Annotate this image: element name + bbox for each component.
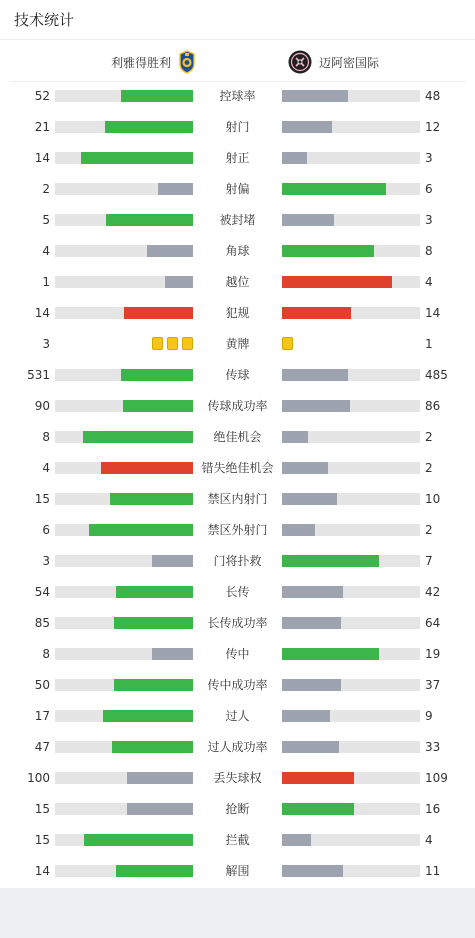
away-value: 2 xyxy=(425,523,433,537)
home-bar-track xyxy=(55,834,193,846)
away-bar-fill xyxy=(282,493,337,505)
stat-label: 长传 xyxy=(225,585,250,599)
away-bar-fill xyxy=(282,431,308,443)
home-value: 85 xyxy=(34,616,50,630)
away-bar-track xyxy=(282,524,420,536)
home-bar-fill xyxy=(158,183,193,195)
stat-label: 控球率 xyxy=(219,89,256,103)
away-bar-track xyxy=(282,679,420,691)
stat-row xyxy=(0,267,475,298)
home-bar-track xyxy=(55,462,193,474)
away-bar-track xyxy=(282,214,420,226)
home-team-header[interactable] xyxy=(0,50,196,74)
yellow-card-icon xyxy=(282,337,293,350)
away-value: 86 xyxy=(425,399,441,413)
away-bar-track xyxy=(282,834,420,846)
stats-list xyxy=(0,81,475,887)
home-bar-track xyxy=(55,493,193,505)
away-bar-fill xyxy=(282,865,343,877)
stat-label: 角球 xyxy=(225,244,250,258)
yellow-card-icon xyxy=(182,337,193,350)
stat-label: 长传成功率 xyxy=(207,616,268,630)
home-value: 5 xyxy=(42,213,50,227)
home-value: 15 xyxy=(34,802,50,816)
home-bar-fill xyxy=(83,431,193,443)
stat-label: 过人成功率 xyxy=(207,740,268,754)
away-bar-fill xyxy=(282,214,334,226)
away-value: 6 xyxy=(425,182,433,196)
away-bar-fill xyxy=(282,586,343,598)
home-bar-track xyxy=(55,245,193,257)
home-bar-fill xyxy=(152,648,193,660)
home-value: 14 xyxy=(34,151,50,165)
home-bar-track xyxy=(55,648,193,660)
stat-row xyxy=(0,856,475,887)
away-bar-track xyxy=(282,648,420,660)
home-bar-track xyxy=(55,276,193,288)
stat-label: 射门 xyxy=(225,120,250,134)
away-value: 4 xyxy=(425,833,433,847)
home-bar-track xyxy=(55,400,193,412)
stat-row xyxy=(0,143,475,174)
stat-row xyxy=(0,515,475,546)
away-bar-track xyxy=(282,400,420,412)
stat-row xyxy=(0,608,475,639)
away-bar-fill xyxy=(282,462,328,474)
away-bar-track xyxy=(282,462,420,474)
home-bar-track xyxy=(55,710,193,722)
home-bar-fill xyxy=(124,307,193,319)
away-value: 14 xyxy=(425,306,441,320)
home-value: 8 xyxy=(42,647,50,661)
stat-row xyxy=(0,825,475,856)
away-bar-fill xyxy=(282,617,341,629)
page-title: 技术统计 xyxy=(14,11,75,29)
yellow-card-icon xyxy=(152,337,163,350)
stat-label: 传中成功率 xyxy=(207,678,268,692)
stat-label: 拦截 xyxy=(225,833,250,847)
stat-row xyxy=(0,794,475,825)
home-bar-fill xyxy=(106,214,193,226)
home-value: 3 xyxy=(42,554,50,568)
away-bar-fill xyxy=(282,741,339,753)
away-bar-fill xyxy=(282,183,386,195)
home-bar-fill xyxy=(89,524,193,536)
home-bar-track xyxy=(55,772,193,784)
stat-row xyxy=(0,763,475,794)
away-bar-fill xyxy=(282,555,379,567)
stat-label: 抢断 xyxy=(225,802,250,816)
stat-label: 过人 xyxy=(225,709,250,723)
home-bar-track xyxy=(55,555,193,567)
stat-row xyxy=(0,236,475,267)
away-bar-track xyxy=(282,431,420,443)
away-bar-fill xyxy=(282,152,307,164)
home-bar-track xyxy=(55,183,193,195)
away-bar-fill xyxy=(282,400,350,412)
stat-label: 禁区内射门 xyxy=(207,492,268,506)
home-value: 4 xyxy=(42,244,50,258)
home-bar-fill xyxy=(110,493,193,505)
away-bar-fill xyxy=(282,679,341,691)
al-nassr-crest-icon xyxy=(178,50,196,74)
home-bar-track xyxy=(55,617,193,629)
home-bar-fill xyxy=(81,152,193,164)
stat-label: 犯规 xyxy=(225,306,250,320)
home-bar-fill xyxy=(123,400,193,412)
away-bar-fill xyxy=(282,121,332,133)
away-value: 11 xyxy=(425,864,441,878)
away-bar-track xyxy=(282,710,420,722)
away-bar-track xyxy=(282,121,420,133)
home-bar-track xyxy=(55,121,193,133)
away-value: 109 xyxy=(425,771,448,785)
home-bar-track xyxy=(55,214,193,226)
stat-row xyxy=(0,546,475,577)
away-value: 19 xyxy=(425,647,441,661)
home-value: 3 xyxy=(42,337,50,351)
home-value: 8 xyxy=(42,430,50,444)
stat-row xyxy=(0,422,475,453)
away-bar-track xyxy=(282,741,420,753)
home-bar-fill xyxy=(127,803,193,815)
stat-row xyxy=(0,670,475,701)
stat-row xyxy=(0,391,475,422)
home-bar-track xyxy=(55,586,193,598)
away-bar-track xyxy=(282,803,420,815)
home-bar-track xyxy=(55,307,193,319)
home-bar-track xyxy=(55,803,193,815)
home-bar-track xyxy=(55,90,193,102)
home-value: 50 xyxy=(34,678,50,692)
home-bar-fill xyxy=(105,121,193,133)
away-value: 37 xyxy=(425,678,441,692)
away-bar-track xyxy=(282,617,420,629)
away-bar-track xyxy=(282,586,420,598)
home-bar-fill xyxy=(112,741,193,753)
stat-row xyxy=(0,484,475,515)
away-value: 2 xyxy=(425,430,433,444)
home-value: 52 xyxy=(34,89,50,103)
away-bar-track xyxy=(282,307,420,319)
home-value: 4 xyxy=(42,461,50,475)
home-yellow-cards xyxy=(55,337,193,351)
away-bar-track xyxy=(282,245,420,257)
away-value: 3 xyxy=(425,151,433,165)
away-value: 3 xyxy=(425,213,433,227)
home-bar-track xyxy=(55,524,193,536)
stat-row xyxy=(0,174,475,205)
home-value: 15 xyxy=(34,492,50,506)
stat-label: 丢失球权 xyxy=(213,771,262,785)
stat-label: 黄牌 xyxy=(225,337,250,351)
away-value: 16 xyxy=(425,802,441,816)
home-value: 54 xyxy=(34,585,50,599)
home-bar-fill xyxy=(121,369,193,381)
home-value: 90 xyxy=(34,399,50,413)
home-bar-track xyxy=(55,152,193,164)
away-bar-fill xyxy=(282,648,379,660)
home-value: 100 xyxy=(27,771,50,785)
away-value: 8 xyxy=(425,244,433,258)
away-value: 42 xyxy=(425,585,441,599)
stat-row xyxy=(0,205,475,236)
home-value: 531 xyxy=(27,368,50,382)
stat-row xyxy=(0,81,475,112)
home-bar-fill xyxy=(114,679,193,691)
stat-row xyxy=(0,701,475,732)
away-bar-track xyxy=(282,369,420,381)
away-bar-track xyxy=(282,152,420,164)
stat-label: 绝佳机会 xyxy=(213,430,262,444)
away-value: 2 xyxy=(425,461,433,475)
home-bar-fill xyxy=(84,834,193,846)
home-value: 14 xyxy=(34,306,50,320)
stat-label: 被封堵 xyxy=(219,213,256,227)
stat-label: 解围 xyxy=(225,864,250,878)
stat-row xyxy=(0,732,475,763)
away-bar-fill xyxy=(282,276,392,288)
away-bar-fill xyxy=(282,369,348,381)
away-bar-fill xyxy=(282,307,351,319)
away-bar-fill xyxy=(282,834,311,846)
away-bar-fill xyxy=(282,772,354,784)
stat-label: 传球 xyxy=(225,368,250,382)
away-bar-fill xyxy=(282,245,374,257)
away-bar-fill xyxy=(282,803,354,815)
home-bar-fill xyxy=(114,617,193,629)
home-bar-fill xyxy=(116,586,193,598)
home-value: 21 xyxy=(34,120,50,134)
away-value: 64 xyxy=(425,616,441,630)
away-value: 12 xyxy=(425,120,441,134)
home-bar-track xyxy=(55,679,193,691)
home-bar-track xyxy=(55,369,193,381)
home-bar-fill xyxy=(147,245,193,257)
home-bar-fill xyxy=(152,555,193,567)
away-value: 7 xyxy=(425,554,433,568)
away-bar-track xyxy=(282,865,420,877)
stat-row xyxy=(0,639,475,670)
home-value: 6 xyxy=(42,523,50,537)
home-bar-track xyxy=(55,865,193,877)
away-team-header[interactable] xyxy=(288,50,468,74)
stat-label: 门将扑救 xyxy=(213,554,262,568)
away-bar-track xyxy=(282,493,420,505)
away-bar-fill xyxy=(282,524,315,536)
home-bar-fill xyxy=(101,462,193,474)
away-value: 4 xyxy=(425,275,433,289)
home-bar-fill xyxy=(165,276,193,288)
stat-row xyxy=(0,298,475,329)
home-bar-fill xyxy=(127,772,193,784)
home-bar-fill xyxy=(116,865,193,877)
away-bar-track xyxy=(282,555,420,567)
home-bar-fill xyxy=(103,710,193,722)
away-value: 1 xyxy=(425,337,433,351)
away-value: 48 xyxy=(425,89,441,103)
stat-label: 错失绝佳机会 xyxy=(201,461,274,475)
home-value: 2 xyxy=(42,182,50,196)
stat-label: 射正 xyxy=(225,151,250,165)
away-bar-track xyxy=(282,90,420,102)
away-team-name: 迈阿密国际 xyxy=(319,55,380,70)
home-bar-track xyxy=(55,741,193,753)
home-value: 15 xyxy=(34,833,50,847)
inter-miami-crest-icon xyxy=(288,50,312,74)
away-bar-track xyxy=(282,276,420,288)
stat-label: 射偏 xyxy=(225,182,250,196)
away-bar-track xyxy=(282,183,420,195)
home-value: 1 xyxy=(42,275,50,289)
home-value: 47 xyxy=(34,740,50,754)
stat-row xyxy=(0,329,475,360)
away-bar-fill xyxy=(282,90,348,102)
home-value: 17 xyxy=(34,709,50,723)
stat-row xyxy=(0,360,475,391)
away-value: 9 xyxy=(425,709,433,723)
away-value: 33 xyxy=(425,740,441,754)
stat-row xyxy=(0,112,475,143)
yellow-card-icon xyxy=(167,337,178,350)
home-value: 14 xyxy=(34,864,50,878)
stat-label: 传中 xyxy=(225,647,250,661)
away-bar-fill xyxy=(282,710,330,722)
away-yellow-cards xyxy=(282,337,420,351)
away-value: 10 xyxy=(425,492,441,506)
stat-row xyxy=(0,577,475,608)
title-divider xyxy=(0,39,475,40)
home-bar-track xyxy=(55,431,193,443)
stat-row xyxy=(0,453,475,484)
stat-label: 传球成功率 xyxy=(207,399,268,413)
stat-label: 禁区外射门 xyxy=(207,523,268,537)
home-bar-fill xyxy=(121,90,193,102)
away-value: 485 xyxy=(425,368,448,382)
away-bar-track xyxy=(282,772,420,784)
home-team-name: 利雅得胜利 xyxy=(110,55,171,70)
stat-label: 越位 xyxy=(225,275,250,289)
